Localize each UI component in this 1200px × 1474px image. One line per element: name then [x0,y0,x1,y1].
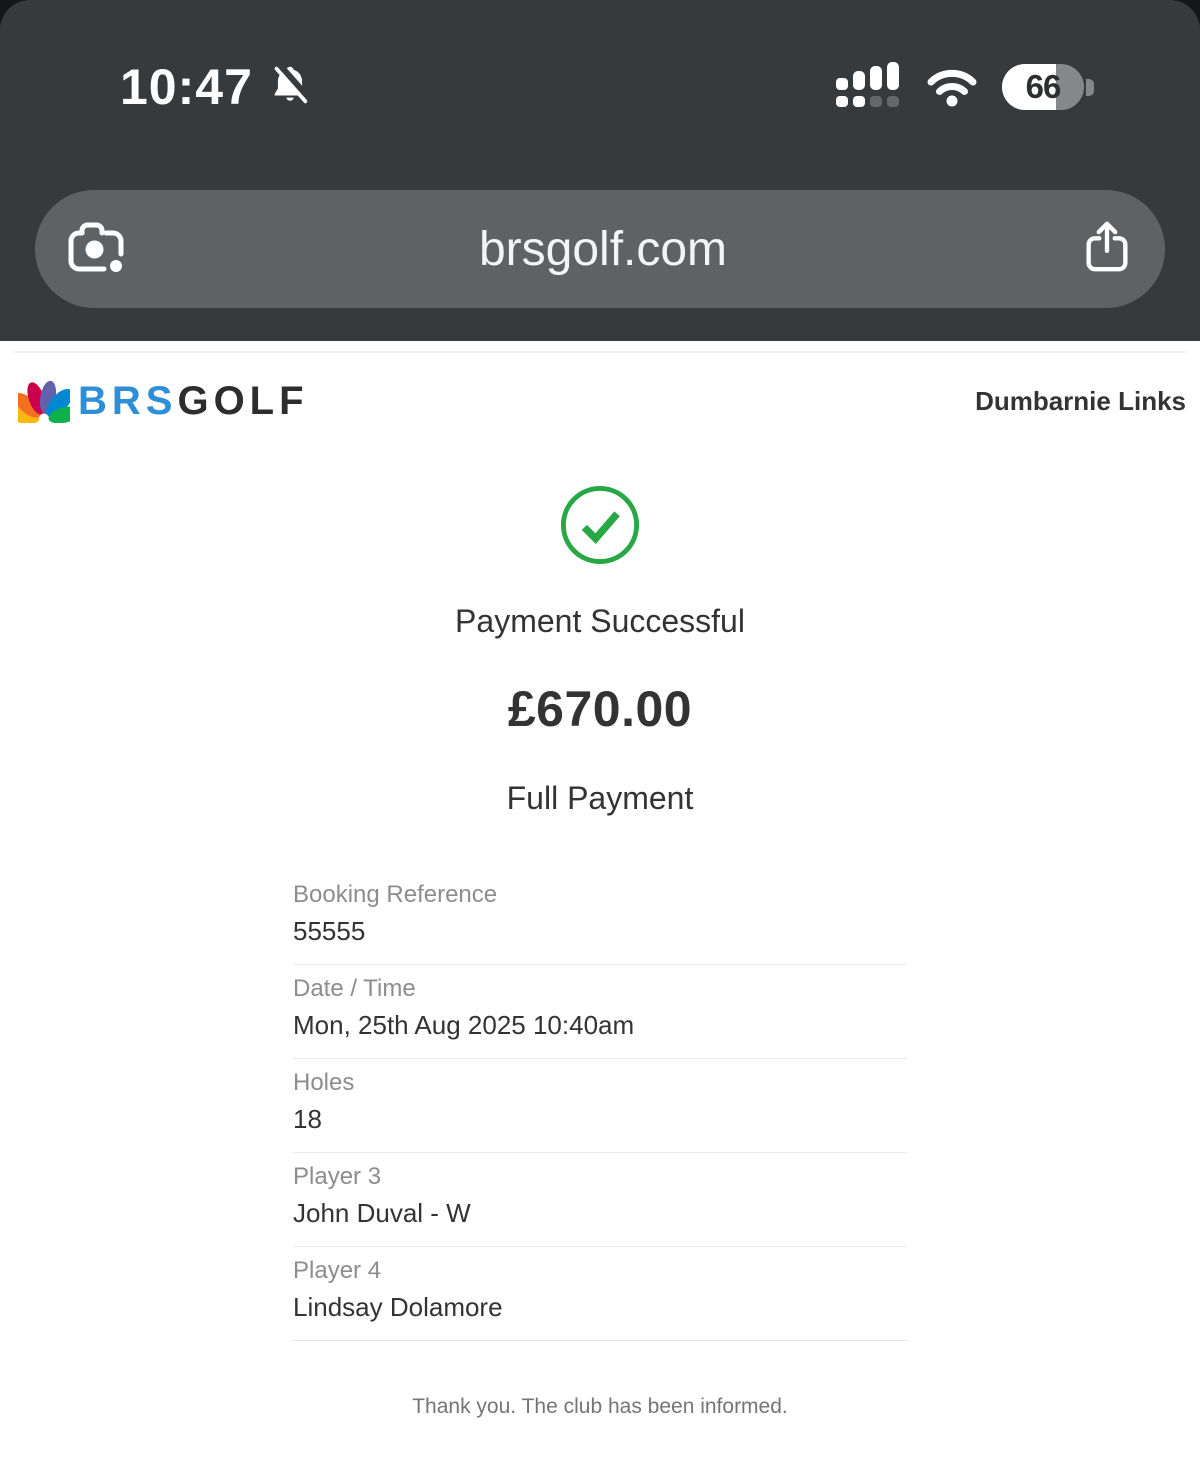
page-content [0,351,1200,1419]
share-icon[interactable] [1079,218,1135,281]
bell-muted-icon [267,62,313,113]
logo-brs-text: BRS [78,379,178,423]
club-name: Dumbarnie Links [975,386,1186,416]
peacock-icon [18,375,70,428]
payment-amount: £670.00 [507,681,693,737]
success-check-icon [0,484,1200,571]
booking-details [293,871,907,1341]
battery-percent-text: 66 [1025,68,1061,105]
address-bar[interactable] [35,190,1165,308]
detail-label: Holes [293,1069,355,1096]
detail-value: Mon, 25th Aug 2025 10:40am [293,1010,635,1040]
detail-value: Lindsay Dolamore [293,1292,503,1322]
lens-camera-icon[interactable] [65,216,127,283]
status-bar [0,0,1200,118]
detail-row [293,1153,907,1247]
signal-icon [836,62,902,113]
time-text: 10:47 [120,59,253,115]
payment-status-title: Payment Successful [455,603,745,639]
logo-golf-text: GOLF [177,379,309,423]
detail-label: Player 4 [293,1257,382,1284]
thank-you-note: Thank you. The club has been informed. [412,1395,788,1418]
detail-label: Date / Time [293,975,416,1002]
detail-row [293,965,907,1059]
detail-label: Player 3 [293,1163,382,1190]
browser-chrome [0,0,1200,341]
detail-label: Booking Reference [293,881,498,908]
battery-nub [1086,79,1094,96]
brand-logo[interactable] [18,375,309,428]
payment-type: Full Payment [506,780,694,816]
battery-indicator [1002,64,1094,110]
detail-row [293,871,907,965]
detail-row [293,1247,907,1341]
detail-row [293,1059,907,1153]
url-text: brsgolf.com [478,222,728,276]
wifi-icon [924,63,980,112]
detail-value: 55555 [293,916,366,946]
detail-value: John Duval - W [293,1198,471,1228]
detail-value: 18 [293,1104,322,1134]
